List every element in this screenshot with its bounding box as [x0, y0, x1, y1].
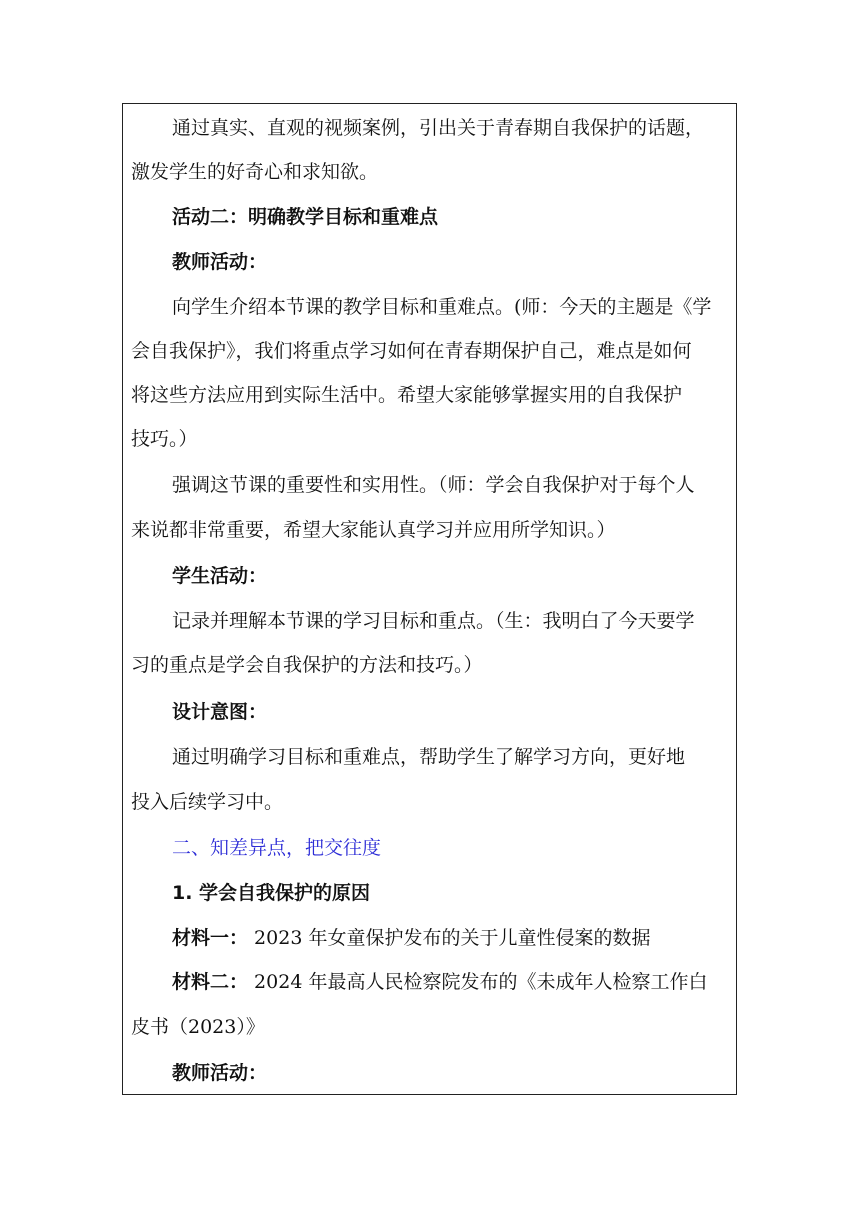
paragraph-line: 向学生介绍本节课的教学目标和重难点。(师：今天的主题是《学 [172, 296, 712, 318]
design-intent-label: 设计意图： [172, 701, 268, 723]
paragraph-line: 通过真实、直观的视频案例，引出关于青春期自我保护的话题， [172, 117, 705, 139]
material-two [172, 970, 707, 994]
paragraph-line: 技巧。） [131, 428, 198, 450]
material-two-label: 材料二： [172, 971, 249, 993]
student-activity-label: 学生活动： [172, 565, 268, 587]
paragraph-line: 通过明确学习目标和重难点，帮助学生了解学习方向，更好地 [172, 746, 686, 768]
paragraph-line: 激发学生的好奇心和求知欲。 [131, 161, 379, 183]
paragraph-line: 将这些方法应用到实际生活中。希望大家能够掌握实用的自我保护 [131, 384, 683, 406]
section-heading: 二、知差异点，把交往度 [172, 837, 382, 859]
paragraph-line: 皮书（2023）》 [131, 1016, 265, 1038]
paragraph-line: 记录并理解本节课的学习目标和重点。（生：我明白了今天要学 [172, 610, 695, 632]
paragraph-line: 来说都非常重要，希望大家能认真学习并应用所学知识。） [131, 519, 616, 541]
paragraph-line: 会自我保护》，我们将重点学习如何在青春期保护自己，难点是如何 [131, 340, 692, 362]
material-one-text: 2023 年女童保护发布的关于儿童性侵案的数据 [248, 927, 651, 949]
material-one-label: 材料一： [172, 927, 249, 949]
item-heading: 1. 学会自我保护的原因 [172, 882, 371, 904]
activity-heading: 活动二：明确教学目标和重难点 [172, 206, 439, 228]
material-two-text: 2024 年最高人民检察院发布的《未成年人检察工作白 [248, 971, 708, 993]
material-one [172, 926, 650, 950]
teacher-activity-label: 教师活动： [172, 251, 268, 273]
paragraph-line: 强调这节课的重要性和实用性。（师：学会自我保护对于每个人 [172, 474, 695, 496]
paragraph-line: 习的重点是学会自我保护的方法和技巧。） [131, 654, 483, 676]
teacher-activity-label: 教师活动： [172, 1062, 268, 1084]
paragraph-line: 投入后续学习中。 [131, 791, 284, 813]
